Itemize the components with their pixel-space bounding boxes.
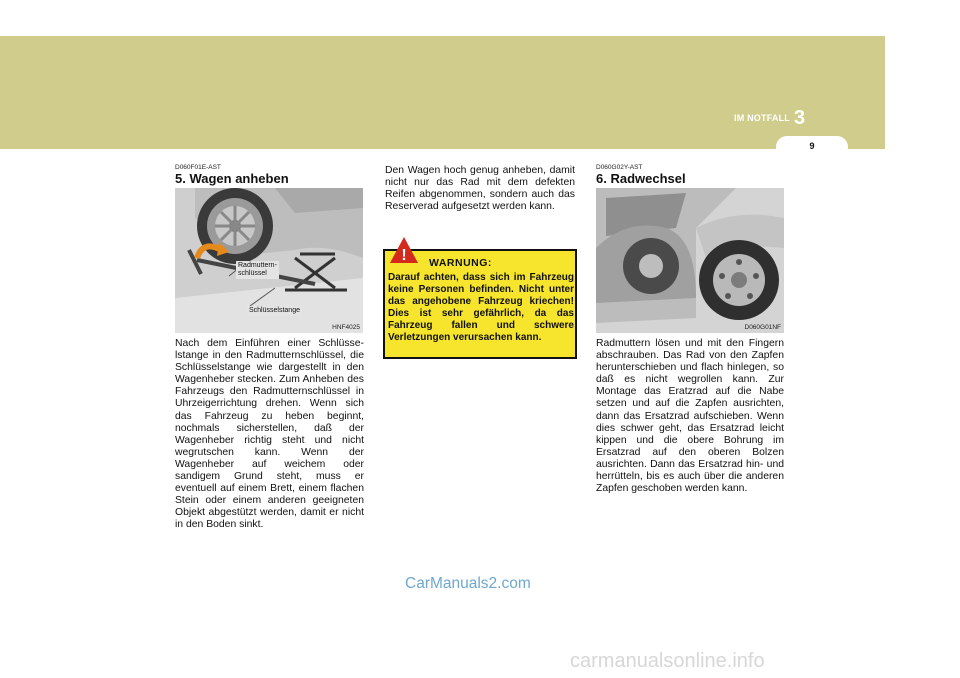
jack-instructions-text: Nach dem Einführen einer Schlüsse-lstange in den Radmutternschlüssel, die Schlüsselstange wie dargestellt in den Wagenheber stecken. Zum Anheben des Fahrzeugs den Radmutternschlüssel in Uhrzeigerrichtung drehen. Wenn sich das Fahrzeug zu heben beginnt, nochmals sicherstellen, daß der Wagenheber richtig steht und nicht wegrutschen kann. Wenn der Wagenheber auf weichem oder sandigem Grund steht, muss er eventuell auf einem Brett, einem flachen Stein oder einem anderen geeigneten Objekt abgestützt werden, damit er nicht in den Boden sinkt.	[175, 338, 364, 531]
wheel-change-figure	[596, 188, 784, 333]
warning-symbol: !	[401, 247, 407, 264]
chapter-label: IM NOTFALL	[734, 113, 790, 123]
warning-text: Darauf achten, dass sich im Fahrzeug keine Personen befinden. Nicht unter das angehobene Fahrzeug kriechen! Dies ist sehr gefährlich, da das Fahrzeug fallen und schwere Verletzungen verursachen kann.	[388, 272, 574, 343]
warning-triangle-icon	[389, 236, 419, 264]
section-heading: 5. Wagen anheben	[175, 171, 289, 186]
watermark-link[interactable]: CarManuals2.com	[405, 575, 531, 592]
chapter-header-band	[0, 36, 885, 149]
wheel-change-text: Radmuttern lösen und mit den Fingern abschrauben. Das Rad von den Zapfen herunterschieben und flach hinlegen, so daß es nicht wegrollen kann. Zur Montage das Eratzrad auf die Nabe setzen und auf die Zapfen ausrichten, dann das Ersatzrad aufschieben. Wenn dies schwer geht, das Ersatzrad leicht kippen und die obere Bohrung im Ersatzrad auf den oberen Bolzen ausrichten. Dann das Ersatzrad hin- und herrütteln, bis es auch über die anderen Zapfen geschoben werden kann.	[596, 338, 784, 495]
section-heading-2: 6. Radwechsel	[596, 171, 686, 186]
warning-title: WARNUNG:	[429, 257, 492, 269]
section-code: D060F01E-AST	[175, 164, 221, 171]
jack-figure	[175, 188, 363, 333]
wrench-label: Radmuttern- schlüssel	[238, 262, 277, 277]
page-number-tab	[776, 136, 848, 158]
lift-height-text: Den Wagen hoch genug anheben, damit nicht nur das Rad mit dem defekten Reifen abgenommen, sondern auch das Reserverad aufgesetzt werden kann.	[385, 165, 575, 213]
wheel-change-illustration	[596, 188, 784, 333]
chapter-number: 3	[794, 107, 806, 129]
rod-label: Schlüsselstange	[249, 307, 300, 314]
figure-code: HNF4025	[332, 324, 360, 331]
figure-code-2: D060G01NF	[744, 324, 781, 331]
page-number: 9	[809, 141, 815, 151]
section-code-2: D060G02Y-AST	[596, 164, 643, 171]
footer-watermark: carmanualsonline.info	[570, 650, 765, 672]
warning-box	[383, 249, 577, 359]
